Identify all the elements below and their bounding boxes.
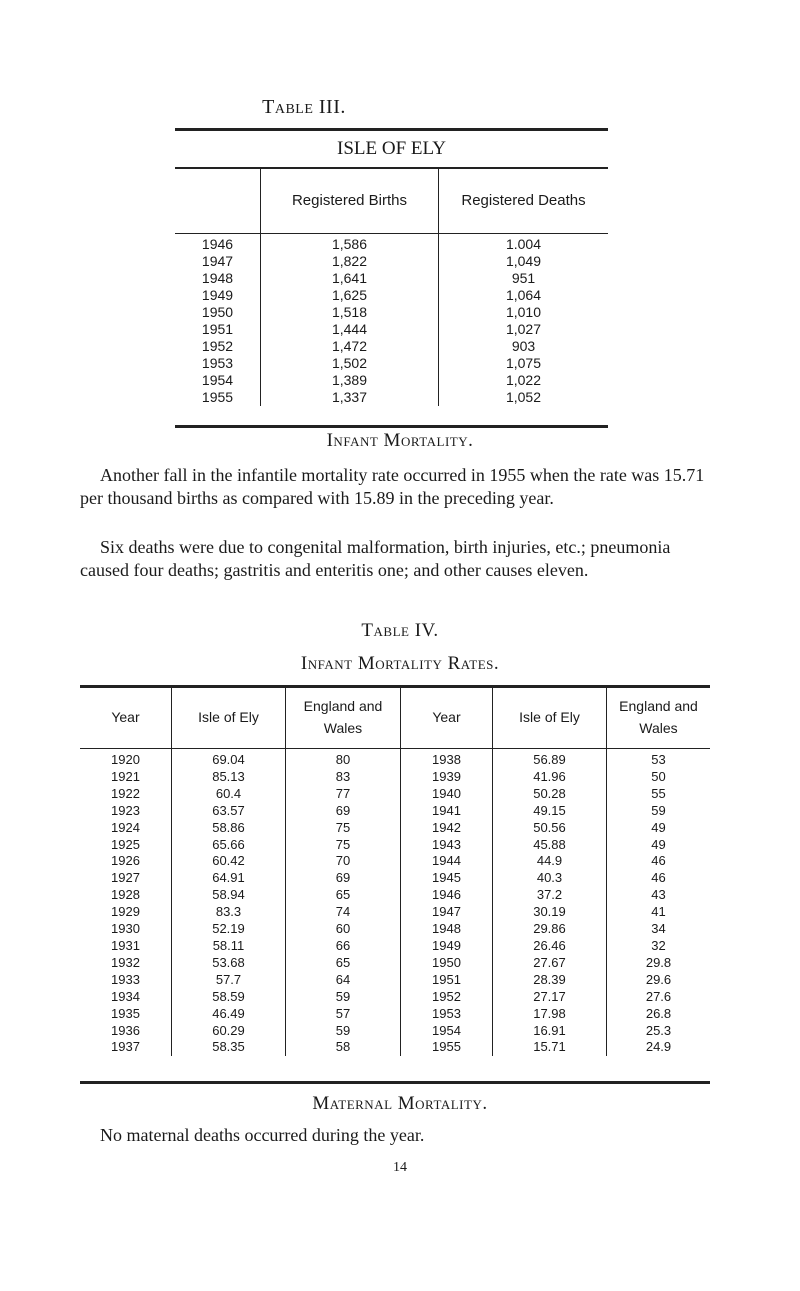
table4-row bbox=[80, 904, 710, 921]
table4-cell-year-2: 1938 bbox=[401, 749, 493, 769]
table3-cell-births: 1,822 bbox=[261, 253, 439, 270]
table4-cell-ely-1: 52.19 bbox=[172, 921, 286, 938]
table4-cell-ely-1: 46.49 bbox=[172, 1006, 286, 1023]
table3-row bbox=[175, 270, 608, 287]
table3-cell-births: 1,586 bbox=[261, 234, 439, 254]
table4-cell-year-2: 1945 bbox=[401, 870, 493, 887]
table4-cell-england-2: 49 bbox=[651, 836, 666, 852]
table3-cell-year: 1949 bbox=[175, 287, 261, 304]
table4-cell-england-2: 29.6 bbox=[645, 971, 672, 987]
table3-row bbox=[175, 338, 608, 355]
table4-cell-england-2: 34 bbox=[651, 921, 666, 937]
table4-header-row bbox=[80, 686, 710, 749]
table4-cell-england-1: 59 bbox=[286, 1023, 401, 1040]
table4-cell-year-1: 1921 bbox=[80, 769, 172, 786]
table4-cell-ely-1: 85.13 bbox=[172, 769, 286, 786]
table4-bottom-rule bbox=[80, 1081, 710, 1084]
table4-cell-england-2: 26.8 bbox=[645, 1005, 672, 1021]
table4-cell-year-2: 1955 bbox=[401, 1039, 493, 1056]
table4-cell-ely-1: 65.66 bbox=[172, 837, 286, 854]
table4-cell-year-1: 1923 bbox=[80, 803, 172, 820]
table3-cell-deaths: 1,022 bbox=[505, 372, 542, 388]
table4-cell-ely-1: 58.35 bbox=[172, 1039, 286, 1056]
table4-cell-ely-1: 60.29 bbox=[172, 1023, 286, 1040]
table4-cell-ely-1: 58.59 bbox=[172, 989, 286, 1006]
table3-cell-deaths: 1,064 bbox=[505, 287, 542, 303]
table4-cell-year-2: 1950 bbox=[401, 955, 493, 972]
infant-mortality-heading: Infant Mortality. bbox=[326, 430, 474, 451]
table3-body bbox=[175, 234, 608, 407]
table4-cell-ely-2: 17.98 bbox=[493, 1006, 607, 1023]
table4-cell-england-2: 24.9 bbox=[645, 1039, 672, 1055]
table4-cell-england-2: 29.8 bbox=[645, 954, 672, 970]
table4-cell-ely-1: 58.86 bbox=[172, 820, 286, 837]
table4-cell-year-2: 1944 bbox=[401, 853, 493, 870]
table4-cell-england-2: 49 bbox=[651, 819, 666, 835]
table3-header-births: Registered Births bbox=[261, 168, 439, 234]
table3-header-row bbox=[175, 168, 608, 234]
table3-cell-births: 1,472 bbox=[261, 338, 439, 355]
table4-cell-england-1: 74 bbox=[286, 904, 401, 921]
table4-cell-ely-1: 64.91 bbox=[172, 870, 286, 887]
table4-header-ely-2: Isle of Ely bbox=[493, 686, 607, 749]
table4-cell-ely-2: 29.86 bbox=[493, 921, 607, 938]
maternal-mortality-heading: Maternal Mortality. bbox=[312, 1093, 488, 1114]
table4-cell-ely-2: 15.71 bbox=[493, 1039, 607, 1056]
table4-header-england-1: England and Wales bbox=[286, 686, 401, 749]
table3-cell-year: 1951 bbox=[175, 321, 261, 338]
table4-row bbox=[80, 1039, 710, 1056]
table4-cell-year-2: 1939 bbox=[401, 769, 493, 786]
table4-cell-ely-2: 49.15 bbox=[493, 803, 607, 820]
table3-cell-births: 1,389 bbox=[261, 372, 439, 389]
table4-cell-year-1: 1922 bbox=[80, 786, 172, 803]
table4-row bbox=[80, 820, 710, 837]
table4-cell-england-2: 41 bbox=[651, 904, 666, 920]
table4-cell-year-2: 1948 bbox=[401, 921, 493, 938]
page-number: 14 bbox=[393, 1160, 407, 1175]
table4-cell-ely-2: 41.96 bbox=[493, 769, 607, 786]
table4-cell-year-2: 1952 bbox=[401, 989, 493, 1006]
table4-cell-year-1: 1925 bbox=[80, 837, 172, 854]
table3-cell-deaths: 1.004 bbox=[505, 236, 542, 252]
table4-cell-ely-2: 37.2 bbox=[493, 887, 607, 904]
table4-header-year-1: Year bbox=[80, 686, 172, 749]
table4-cell-england-1: 69 bbox=[286, 870, 401, 887]
table4-cell-england-2: 53 bbox=[651, 752, 666, 767]
table4-row bbox=[80, 989, 710, 1006]
table4-cell-ely-1: 58.11 bbox=[172, 938, 286, 955]
table4-cell-ely-2: 50.28 bbox=[493, 786, 607, 803]
table4-cell-year-1: 1931 bbox=[80, 938, 172, 955]
table4-cell-england-2: 27.6 bbox=[645, 988, 672, 1004]
table4-cell-england-1: 57 bbox=[286, 1006, 401, 1023]
infant-mortality-paragraph-1: Another fall in the infantile mortality rate occurred in 1955 when the rate was 15.71 per thousand births as compared with 15.89 in the preceding year. bbox=[80, 465, 705, 508]
table3-cell-year: 1955 bbox=[175, 389, 261, 406]
table4-cell-england-1: 77 bbox=[286, 786, 401, 803]
table3-row bbox=[175, 355, 608, 372]
table3-cell-deaths: 1,052 bbox=[505, 389, 542, 405]
table4-cell-year-1: 1937 bbox=[80, 1039, 172, 1056]
table4-cell-ely-2: 28.39 bbox=[493, 972, 607, 989]
table3-cell-year: 1953 bbox=[175, 355, 261, 372]
table3-row bbox=[175, 253, 608, 270]
table4-cell-year-1: 1929 bbox=[80, 904, 172, 921]
table4-cell-ely-1: 83.3 bbox=[172, 904, 286, 921]
table4-header-ely-1: Isle of Ely bbox=[172, 686, 286, 749]
table4-cell-ely-2: 44.9 bbox=[493, 853, 607, 870]
table3-cell-year: 1946 bbox=[175, 234, 261, 254]
table4-cell-year-1: 1932 bbox=[80, 955, 172, 972]
table3-title: Table III. bbox=[262, 96, 346, 118]
table3-cell-deaths: 903 bbox=[511, 338, 536, 354]
table4-cell-ely-1: 60.4 bbox=[172, 786, 286, 803]
table4-cell-ely-2: 40.3 bbox=[493, 870, 607, 887]
table4-cell-england-1: 64 bbox=[286, 972, 401, 989]
table3-cell-year: 1952 bbox=[175, 338, 261, 355]
table4-row bbox=[80, 887, 710, 904]
table4-cell-england-2: 25.3 bbox=[645, 1022, 672, 1038]
table4-row bbox=[80, 938, 710, 955]
table3-header-year bbox=[175, 168, 261, 234]
table3-row bbox=[175, 234, 608, 254]
table4-cell-year-2: 1949 bbox=[401, 938, 493, 955]
table4-cell-year-2: 1942 bbox=[401, 820, 493, 837]
table3-cell-deaths: 1,049 bbox=[505, 253, 542, 269]
table3-cell-deaths: 1,027 bbox=[505, 321, 542, 337]
table4-cell-england-1: 70 bbox=[286, 853, 401, 870]
table4-header-england-2: England and Wales bbox=[619, 698, 698, 736]
table3-row bbox=[175, 304, 608, 321]
table4-cell-england-2: 59 bbox=[651, 802, 666, 818]
table3-cell-births: 1,625 bbox=[261, 287, 439, 304]
table4-cell-england-1: 75 bbox=[286, 820, 401, 837]
table3-row bbox=[175, 389, 608, 406]
table4-row bbox=[80, 955, 710, 972]
table3-cell-births: 1,502 bbox=[261, 355, 439, 372]
table4-cell-ely-1: 69.04 bbox=[172, 749, 286, 769]
table3-subtitle: ISLE OF ELY bbox=[337, 138, 446, 159]
table4-cell-ely-1: 63.57 bbox=[172, 803, 286, 820]
table4-row bbox=[80, 803, 710, 820]
table4-cell-year-1: 1934 bbox=[80, 989, 172, 1006]
table4-cell-ely-1: 53.68 bbox=[172, 955, 286, 972]
table3-top-rule bbox=[175, 128, 608, 131]
table3-row bbox=[175, 372, 608, 389]
table4-cell-england-1: 80 bbox=[286, 749, 401, 769]
table4-cell-england-1: 65 bbox=[286, 887, 401, 904]
table4-cell-year-1: 1928 bbox=[80, 887, 172, 904]
table4-cell-england-1: 58 bbox=[286, 1039, 401, 1056]
table4-cell-england-1: 66 bbox=[286, 938, 401, 955]
table4-row bbox=[80, 1023, 710, 1040]
table4-cell-ely-1: 57.7 bbox=[172, 972, 286, 989]
table4-cell-year-1: 1930 bbox=[80, 921, 172, 938]
table4-cell-year-2: 1946 bbox=[401, 887, 493, 904]
table4-cell-year-1: 1926 bbox=[80, 853, 172, 870]
table3-cell-deaths: 1,010 bbox=[505, 304, 542, 320]
table4-cell-england-1: 83 bbox=[286, 769, 401, 786]
table3-cell-year: 1948 bbox=[175, 270, 261, 287]
table3-bottom-rule bbox=[175, 425, 608, 428]
table3-cell-deaths: 1,075 bbox=[505, 355, 542, 371]
table4 bbox=[80, 686, 710, 1056]
table3-cell-year: 1950 bbox=[175, 304, 261, 321]
table4-row bbox=[80, 1006, 710, 1023]
table4-cell-year-2: 1940 bbox=[401, 786, 493, 803]
table3-cell-year: 1954 bbox=[175, 372, 261, 389]
table3 bbox=[175, 168, 608, 406]
table4-cell-england-2: 46 bbox=[651, 870, 666, 886]
table4-cell-year-1: 1935 bbox=[80, 1006, 172, 1023]
table4-cell-year-1: 1927 bbox=[80, 870, 172, 887]
table4-cell-ely-2: 27.67 bbox=[493, 955, 607, 972]
table4-cell-england-1: 59 bbox=[286, 989, 401, 1006]
table4-cell-ely-1: 60.42 bbox=[172, 853, 286, 870]
table4-body bbox=[80, 749, 710, 1057]
table4-row bbox=[80, 921, 710, 938]
table3-cell-births: 1,518 bbox=[261, 304, 439, 321]
table4-cell-year-2: 1951 bbox=[401, 972, 493, 989]
table3-cell-births: 1,641 bbox=[261, 270, 439, 287]
table4-cell-england-2: 50 bbox=[651, 768, 666, 784]
table4-cell-ely-2: 30.19 bbox=[493, 904, 607, 921]
table3-cell-births: 1,337 bbox=[261, 389, 439, 406]
table4-cell-year-1: 1920 bbox=[80, 749, 172, 769]
infant-mortality-paragraph-2: Six deaths were due to congenital malformation, birth injuries, etc.; pneumonia caused four deaths; gastritis and enteritis one; and other causes eleven. bbox=[80, 537, 671, 580]
table4-cell-england-2: 46 bbox=[651, 853, 666, 869]
table4-cell-ely-2: 16.91 bbox=[493, 1023, 607, 1040]
table4-cell-england-1: 65 bbox=[286, 955, 401, 972]
table4-cell-year-2: 1947 bbox=[401, 904, 493, 921]
table4-subtitle: Infant Mortality Rates. bbox=[300, 653, 500, 674]
table3-row bbox=[175, 321, 608, 338]
table4-row bbox=[80, 749, 710, 769]
table4-cell-ely-2: 56.89 bbox=[493, 749, 607, 769]
table3-cell-year: 1947 bbox=[175, 253, 261, 270]
table4-cell-england-2: 32 bbox=[651, 937, 666, 953]
table4-cell-england-1: 75 bbox=[286, 837, 401, 854]
table4-row bbox=[80, 837, 710, 854]
table3-row bbox=[175, 287, 608, 304]
table4-cell-year-2: 1941 bbox=[401, 803, 493, 820]
table3-header-deaths: Registered Deaths bbox=[461, 192, 586, 209]
maternal-mortality-text: No maternal deaths occurred during the year. bbox=[100, 1125, 425, 1145]
table4-cell-ely-2: 50.56 bbox=[493, 820, 607, 837]
table4-cell-ely-2: 45.88 bbox=[493, 837, 607, 854]
table4-cell-year-1: 1933 bbox=[80, 972, 172, 989]
table4-cell-year-2: 1943 bbox=[401, 837, 493, 854]
table4-cell-england-2: 43 bbox=[651, 887, 666, 903]
table4-row bbox=[80, 853, 710, 870]
table4-title: Table IV. bbox=[361, 620, 439, 641]
table4-cell-year-2: 1954 bbox=[401, 1023, 493, 1040]
table4-row bbox=[80, 870, 710, 887]
table4-cell-year-1: 1936 bbox=[80, 1023, 172, 1040]
table4-cell-ely-1: 58.94 bbox=[172, 887, 286, 904]
table4-cell-year-1: 1924 bbox=[80, 820, 172, 837]
table4-header-year-2: Year bbox=[401, 686, 493, 749]
table4-row bbox=[80, 769, 710, 786]
table4-row bbox=[80, 972, 710, 989]
table4-cell-ely-2: 27.17 bbox=[493, 989, 607, 1006]
table3-cell-deaths: 951 bbox=[511, 270, 536, 286]
table4-cell-england-1: 69 bbox=[286, 803, 401, 820]
table4-cell-ely-2: 26.46 bbox=[493, 938, 607, 955]
table4-cell-england-1: 60 bbox=[286, 921, 401, 938]
table4-row bbox=[80, 786, 710, 803]
table3-cell-births: 1,444 bbox=[261, 321, 439, 338]
table4-cell-england-2: 55 bbox=[651, 785, 666, 801]
table4-cell-year-2: 1953 bbox=[401, 1006, 493, 1023]
